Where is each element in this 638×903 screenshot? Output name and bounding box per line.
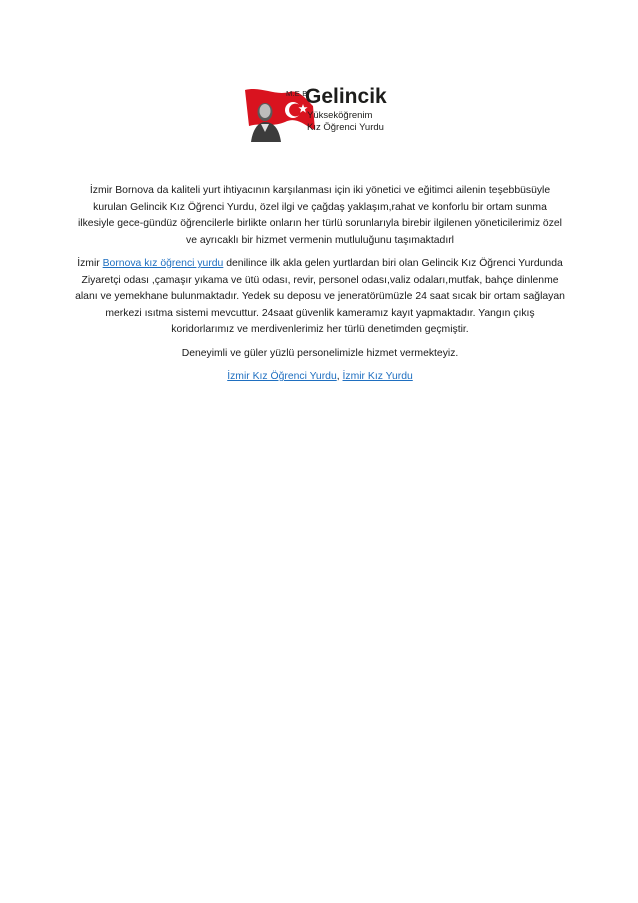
paragraph-facilities-prefix: İzmir xyxy=(77,258,103,269)
izmir-kiz-yurdu-link[interactable]: İzmir Kız Yurdu xyxy=(342,371,413,382)
paragraph-intro: İzmir Bornova da kaliteli yurt ihtiyacının karşılanması için iki yönetici ve eğitimci ailenin teşebbüsüyle kurulan Gelincik Kız Öğrenci Yurdu, özel ilgi ve çağdaş yaklaşım,rahat ve konforlu bir ortam sunma ilkesiyle gece-gündüz öğrencilerle birlikte onların her türlü sorunlarıyla birebir ilgilenen yöneticilerimiz özel ve ayrıcaklı bir hizmet vermenin mutluluğunu taşımaktadırl xyxy=(78,185,562,246)
paragraph-facilities xyxy=(74,256,566,339)
logo-meb-text: M.E.B xyxy=(286,89,308,98)
logo xyxy=(241,86,401,142)
bornova-yurdu-link[interactable]: Bornova kız öğrenci yurdu xyxy=(102,258,224,269)
links-line xyxy=(74,369,566,386)
logo-subtitle-line1: Yükseköğrenim xyxy=(307,110,373,121)
links-separator: , xyxy=(336,371,343,382)
paragraph-facilities-text: denilince ilk akla gelen yurtlardan biri olan Gelincik Kız Öğrenci Yurdunda Ziyaretçi odası ,çamaşır yıkama ve ütü odası, revir, personel odası,valiz odaları,mutfak, bahçe dinlenme alanı ve yemekhane bulunmaktadır. Yedek su deposu ve jeneratörümüzle 24 saat sıcak bir ortam sağlayan merkezi ısıtma sistemi mevcuttur. 24saat güvenlik kameramız kayıt yapmaktadır. Yangın çıkış koridorlarımız ve merdivenlerimiz her türlü denetimden geçmiştir. xyxy=(75,258,565,335)
document-body xyxy=(74,183,566,393)
paragraph-staff: Deneyimli ve güler yüzlü personelimizle hizmet vermekteyiz. xyxy=(181,347,459,359)
izmir-kiz-ogrenci-yurdu-link[interactable]: İzmir Kız Öğrenci Yurdu xyxy=(227,371,337,382)
logo-title: Gelincik xyxy=(305,85,387,108)
logo-subtitle-line2: Kız Öğrenci Yurdu xyxy=(307,122,384,133)
